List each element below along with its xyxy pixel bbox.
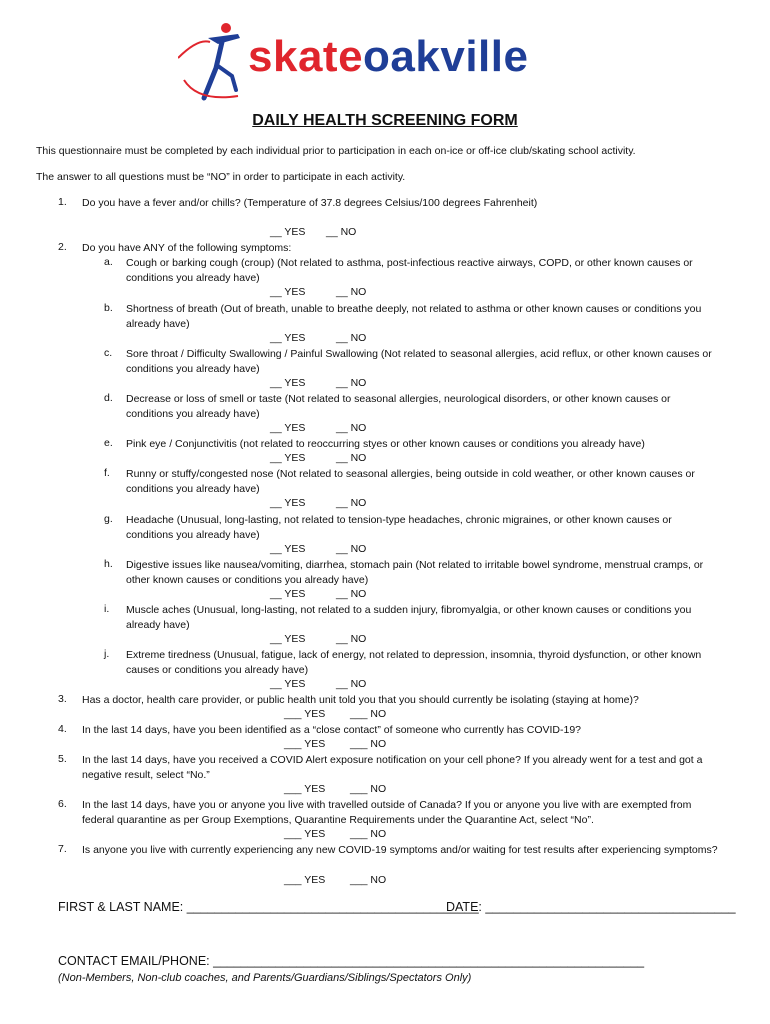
no-option[interactable]: ___ NO (350, 738, 387, 750)
question-text: Do you have ANY of the following symptoms: (82, 242, 292, 254)
question-text: Has a doctor, health care provider, or public health unit told you that you should currently be isolating (staying at home)? (82, 694, 639, 706)
brand-skate: skate (248, 32, 364, 81)
symptom-letter: d. (104, 392, 113, 404)
no-option[interactable]: __ NO (336, 452, 367, 464)
symptom-letter: j. (104, 648, 110, 660)
symptom-letter: a. (104, 256, 113, 268)
skateoakville-logo (178, 18, 598, 104)
symptom-text: Shortness of breath (Out of breath, unable to breathe deeply, not related to asthma or other known causes or conditions you already have) (126, 303, 702, 330)
yes-option[interactable]: __ YES (270, 286, 306, 298)
symptom-text: Pink eye / Conjunctivitis (not related to reoccurring styes or other known causes or conditions you already have) (126, 438, 645, 450)
yes-option[interactable]: ___ YES (284, 738, 326, 750)
no-option[interactable]: ___ NO (350, 708, 387, 720)
date-field[interactable]: DATE: ____________________________________ (446, 900, 736, 914)
question-text: In the last 14 days, have you or anyone you live with travelled outside of Canada? If you or anyone you live with are exempted from federal quarantine as per Group Exemptions, Quarantine Requirements under the Quarantine Act, select “No”. (82, 799, 692, 826)
symptom-letter: c. (104, 347, 113, 359)
symptom-text: Decrease or loss of smell or taste (Not related to seasonal allergies, neurological disorders, or other known causes or conditions you already have) (126, 393, 671, 420)
question-number: 2. (58, 241, 67, 253)
yes-option[interactable]: __ YES (270, 588, 306, 600)
question-text: Do you have a fever and/or chills? (Temperature of 37.8 degrees Celsius/100 degrees Fahrenheit) (82, 197, 538, 209)
yes-option[interactable]: __ YES (270, 543, 306, 555)
question-text: In the last 14 days, have you received a COVID Alert exposure notification on your cell phone? If you already went for a test and got a negative result, select “No.” (82, 754, 703, 781)
yes-option[interactable]: __ YES (270, 452, 306, 464)
yes-option[interactable]: __ YES (270, 377, 306, 389)
question-number: 5. (58, 753, 67, 765)
symptom-letter: b. (104, 302, 113, 314)
symptom-letter: e. (104, 437, 113, 449)
brand-oakville: oakville (363, 32, 529, 81)
no-option[interactable]: __ NO (336, 497, 367, 509)
no-option[interactable]: __ NO (336, 543, 367, 555)
yes-option[interactable]: ___ YES (284, 828, 326, 840)
symptom-text: Muscle aches (Unusual, long-lasting, not related to a sudden injury, fibromyalgia, or other known causes or conditions you already have) (126, 604, 692, 631)
question-number: 7. (58, 843, 67, 855)
symptom-text: Sore throat / Difficulty Swallowing / Painful Swallowing (Not related to seasonal allergies, acid reflux, or other known causes or conditions you already have) (126, 348, 712, 375)
intro-line-1: This questionnaire must be completed by each individual prior to participation in each on-ice or off-ice club/skating school activity. (36, 145, 636, 157)
question-number: 6. (58, 798, 67, 810)
contact-note: (Non-Members, Non-club coaches, and Parents/Guardians/Siblings/Spectators Only) (58, 972, 472, 984)
no-option[interactable]: __ NO (336, 332, 367, 344)
no-option[interactable]: ___ NO (350, 783, 387, 795)
intro-line-2: The answer to all questions must be “NO” in order to participate in each activity. (36, 171, 406, 183)
question-number: 4. (58, 723, 67, 735)
yes-option[interactable]: ___ YES (284, 874, 326, 886)
no-option[interactable]: __ NO (336, 633, 367, 645)
symptom-text: Digestive issues like nausea/vomiting, diarrhea, stomach pain (Not related to irritable bowel syndrome, menstrual cramps, or other known causes or conditions you already have) (126, 559, 704, 586)
symptom-letter: f. (104, 467, 110, 479)
yes-option[interactable]: __ YES (270, 332, 306, 344)
yes-option[interactable]: ___ YES (284, 783, 326, 795)
yes-option[interactable]: __ YES (270, 633, 306, 645)
no-option[interactable]: __ NO (336, 377, 367, 389)
no-option[interactable]: __ NO (336, 422, 367, 434)
symptom-text: Headache (Unusual, long-lasting, not related to tension-type headaches, chronic migraines, or other known causes or conditions you already have) (126, 514, 672, 541)
name-field[interactable]: FIRST & LAST NAME: __________________________________________ (58, 900, 479, 914)
symptom-text: Extreme tiredness (Unusual, fatigue, lack of energy, not related to depression, insomnia, thyroid dysfunction, or other known causes or conditions you already have) (126, 649, 702, 676)
no-option[interactable]: __ NO (336, 588, 367, 600)
yes-option[interactable]: __ YES (270, 497, 306, 509)
no-option[interactable]: __ NO (326, 226, 357, 238)
question-text: In the last 14 days, have you been identified as a “close contact” of someone who currently has COVID-19? (82, 724, 582, 736)
yes-option[interactable]: __ YES (270, 678, 306, 690)
no-option[interactable]: __ NO (336, 678, 367, 690)
yes-option[interactable]: ___ YES (284, 708, 326, 720)
symptom-letter: h. (104, 558, 113, 570)
no-option[interactable]: __ NO (336, 286, 367, 298)
form-title: DAILY HEALTH SCREENING FORM (252, 112, 518, 129)
symptom-text: Runny or stuffy/congested nose (Not related to seasonal allergies, being outside in cold weather, or other known causes or conditions you already have) (126, 468, 695, 495)
no-option[interactable]: ___ NO (350, 828, 387, 840)
symptom-text: Cough or barking cough (croup) (Not related to asthma, post-infectious reactive airways, COPD, or other known causes or conditions you already have) (126, 257, 693, 284)
question-number: 3. (58, 693, 67, 705)
symptom-letter: i. (104, 603, 110, 615)
no-option[interactable]: ___ NO (350, 874, 387, 886)
yes-option[interactable]: __ YES (270, 422, 306, 434)
question-text: Is anyone you live with currently experiencing any new COVID-19 symptoms and/or waiting for test results after experiencing symptoms? (82, 844, 718, 856)
yes-option[interactable]: __ YES (270, 226, 306, 238)
brand-wordmark (248, 32, 528, 82)
skater-figure-icon (178, 18, 258, 104)
symptom-letter: g. (104, 513, 113, 525)
contact-field[interactable]: CONTACT EMAIL/PHONE: ______________________________________________________________ (58, 954, 645, 968)
question-number: 1. (58, 196, 67, 208)
